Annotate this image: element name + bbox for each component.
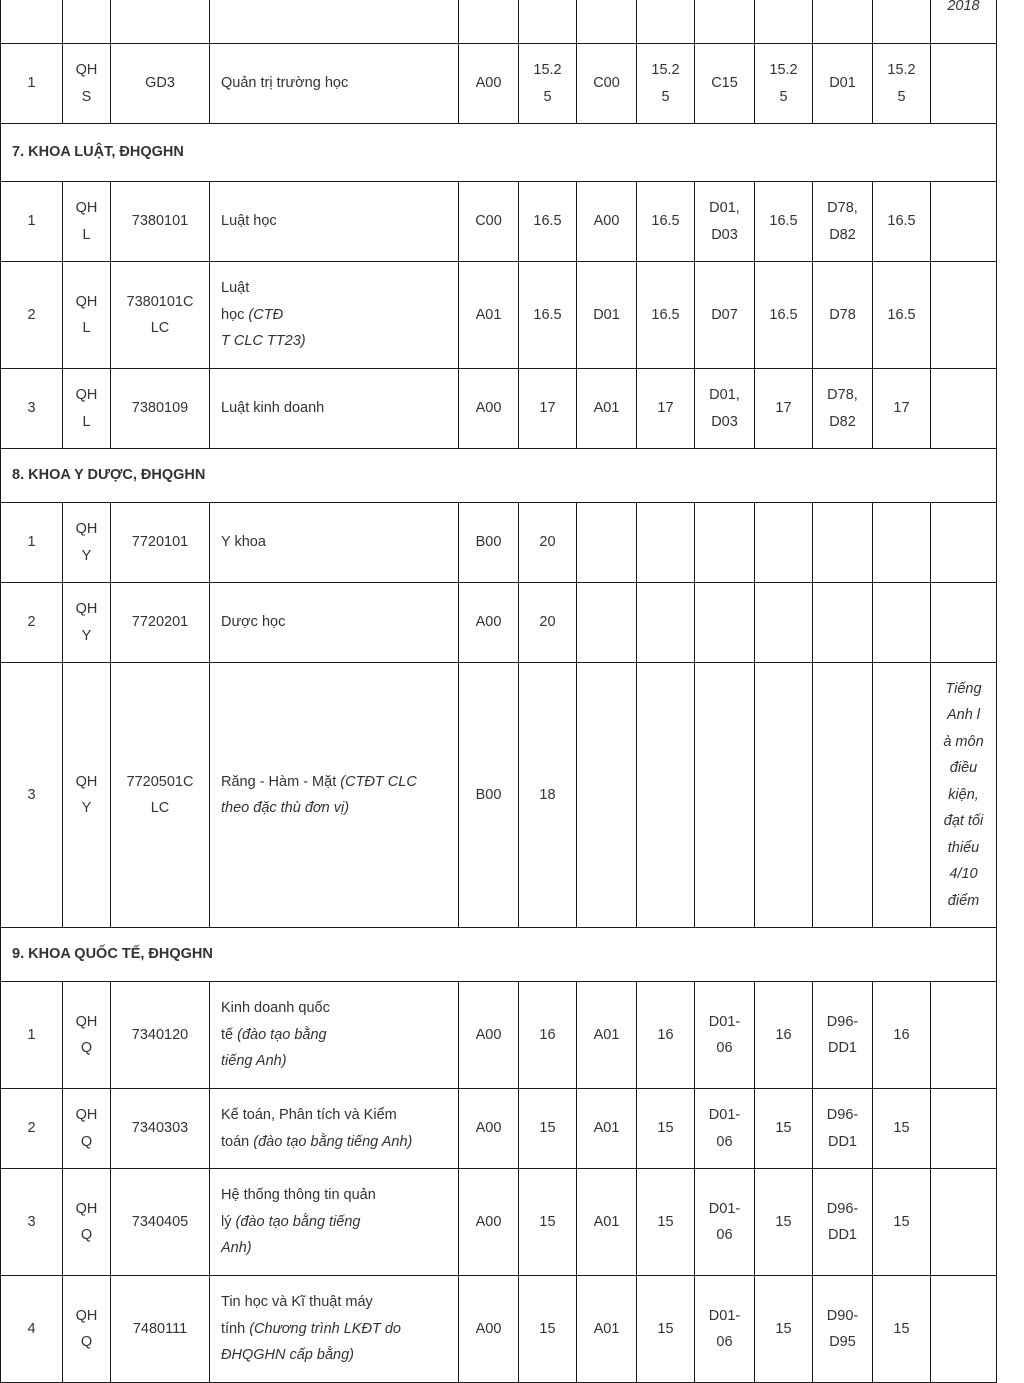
cell-score-3: 16	[755, 982, 813, 1089]
cell-stt: 4	[1, 1276, 63, 1383]
cell-combo-3: C15	[695, 44, 755, 124]
cell-school: QH Y	[63, 663, 111, 928]
cell-score-1: 16.5	[519, 262, 577, 369]
cell-combo-2: D01	[577, 262, 637, 369]
cell-score-2: 15	[637, 1276, 695, 1383]
cell-combo-2: A01	[577, 1169, 637, 1276]
cell-name	[210, 369, 459, 449]
cell-code: 7340303	[111, 1089, 210, 1169]
cell-score-2: 17	[637, 369, 695, 449]
cell-score-4	[873, 583, 931, 663]
cell-score-4: 15	[873, 1169, 931, 1276]
cell-score-3: 16.5	[755, 182, 813, 262]
cell-score-3: 17	[755, 369, 813, 449]
cell-stt: 3	[1, 369, 63, 449]
cell-note	[931, 369, 997, 449]
cell-empty	[111, 0, 210, 44]
cell-score-2: 16.5	[637, 182, 695, 262]
cell-score-3	[755, 503, 813, 583]
cell-empty	[695, 0, 755, 44]
cell-note: Tiếng Anh l à môn điều kiện, đạt tối thiểu 4/10 điểm	[931, 663, 997, 928]
cell-school: QH Q	[63, 1089, 111, 1169]
cell-school: QH S	[63, 44, 111, 124]
program-note: (đào tạo bằng tiếng Anh)	[221, 1213, 361, 1257]
cell-empty	[873, 0, 931, 44]
cell-combo-1: C00	[459, 182, 519, 262]
cell-code: 7720101	[111, 503, 210, 583]
cell-score-2: 15	[637, 1089, 695, 1169]
table-row	[1, 44, 997, 124]
cell-combo-2: C00	[577, 44, 637, 124]
cell-combo-2	[577, 583, 637, 663]
cell-score-4: 17	[873, 369, 931, 449]
cell-combo-1: B00	[459, 503, 519, 583]
cell-score-1: 15.2 5	[519, 44, 577, 124]
cell-combo-1: A00	[459, 982, 519, 1089]
section-header-row	[1, 449, 997, 503]
cell-name	[210, 262, 459, 369]
cell-combo-1: A00	[459, 1169, 519, 1276]
cell-combo-4: D90- D95	[813, 1276, 873, 1383]
cell-score-1: 17	[519, 369, 577, 449]
table-row	[1, 182, 997, 262]
cell-score-2: 16.5	[637, 262, 695, 369]
cell-combo-2: A00	[577, 182, 637, 262]
cell-name	[210, 663, 459, 928]
cell-score-1: 16	[519, 982, 577, 1089]
cell-combo-3: D01- 06	[695, 1276, 755, 1383]
cell-note	[931, 583, 997, 663]
program-name: Tin học và Kĩ thuật máy tính	[221, 1294, 373, 1337]
cell-code: 7380101	[111, 182, 210, 262]
program-note: (Chương trình LKĐT do ĐHQGHN cấp bằng)	[221, 1320, 401, 1364]
cell-empty	[519, 0, 577, 44]
cell-name	[210, 982, 459, 1089]
cell-score-1: 15	[519, 1169, 577, 1276]
cell-score-1: 15	[519, 1276, 577, 1383]
cell-combo-3: D07	[695, 262, 755, 369]
cell-stt: 3	[1, 1169, 63, 1276]
table-body	[1, 0, 997, 1383]
cell-combo-4	[813, 583, 873, 663]
cell-stt: 2	[1, 583, 63, 663]
cell-stt: 2	[1, 1089, 63, 1169]
table-row	[1, 1169, 997, 1276]
cell-school: QH Q	[63, 1169, 111, 1276]
program-name: Hệ thống thông tin quản lý	[221, 1187, 376, 1230]
program-note: (CTĐT CLC theo đặc thù đơn vị)	[221, 773, 417, 816]
table-row	[1, 1276, 997, 1383]
cell-school: QH Q	[63, 982, 111, 1089]
cell-name	[210, 44, 459, 124]
cell-empty	[637, 0, 695, 44]
program-note: (CTĐ T CLC TT23)	[221, 306, 306, 350]
note-year: 2018	[947, 0, 980, 14]
cell-school: QH L	[63, 262, 111, 369]
table-row	[1, 503, 997, 583]
cell-combo-1: A00	[459, 1276, 519, 1383]
cell-combo-2: A01	[577, 369, 637, 449]
program-name: Răng - Hàm - Mặt	[221, 773, 337, 790]
cell-score-1: 15	[519, 1089, 577, 1169]
cell-score-4: 15.2 5	[873, 44, 931, 124]
cell-score-2: 16	[637, 982, 695, 1089]
section-title: 8. KHOA Y DƯỢC, ĐHQGHN	[1, 449, 997, 503]
program-name: Luật học	[221, 280, 250, 323]
cell-stt: 3	[1, 663, 63, 928]
cell-score-3: 15	[755, 1089, 813, 1169]
cell-score-2	[637, 583, 695, 663]
cell-combo-3	[695, 663, 755, 928]
cell-note	[931, 262, 997, 369]
cell-score-4	[873, 663, 931, 928]
cell-code: GD3	[111, 44, 210, 124]
cell-note	[931, 503, 997, 583]
cell-combo-3	[695, 583, 755, 663]
cell-combo-3	[695, 503, 755, 583]
cell-combo-1: A00	[459, 1089, 519, 1169]
cell-combo-4: D96- DD1	[813, 1089, 873, 1169]
cell-stt: 1	[1, 44, 63, 124]
cell-combo-4: D78, D82	[813, 369, 873, 449]
cell-stt: 1	[1, 503, 63, 583]
program-name: Luật học	[221, 213, 277, 230]
cell-score-3: 15.2 5	[755, 44, 813, 124]
cell-name	[210, 1276, 459, 1383]
cell-score-1: 20	[519, 503, 577, 583]
cell-note	[931, 1089, 997, 1169]
cell-combo-1: A00	[459, 44, 519, 124]
cell-combo-4	[813, 663, 873, 928]
section-title: 7. KHOA LUẬT, ĐHQGHN	[1, 124, 997, 182]
cell-score-3	[755, 663, 813, 928]
cell-combo-4: D78	[813, 262, 873, 369]
cell-code: 7720201	[111, 583, 210, 663]
cell-combo-1: A00	[459, 583, 519, 663]
cell-code: 7380109	[111, 369, 210, 449]
cell-score-1: 20	[519, 583, 577, 663]
cell-stt: 1	[1, 982, 63, 1089]
cell-score-2: 15.2 5	[637, 44, 695, 124]
cell-school: QH L	[63, 369, 111, 449]
cell-score-4: 15	[873, 1276, 931, 1383]
cell-combo-2: A01	[577, 1089, 637, 1169]
cell-score-1: 18	[519, 663, 577, 928]
cell-note	[931, 982, 997, 1089]
cell-name	[210, 182, 459, 262]
cell-code: 7340405	[111, 1169, 210, 1276]
cell-school: QH Y	[63, 583, 111, 663]
cell-score-3: 16.5	[755, 262, 813, 369]
cell-score-2: 15	[637, 1169, 695, 1276]
table-row	[1, 369, 997, 449]
cell-combo-4	[813, 503, 873, 583]
program-name: Y khoa	[221, 534, 266, 551]
cell-note	[931, 1276, 997, 1383]
cell-empty	[755, 0, 813, 44]
cell-note	[931, 44, 997, 124]
program-name: Kinh doanh quốc tế	[221, 1000, 330, 1043]
cell-combo-2	[577, 503, 637, 583]
cell-combo-4: D78, D82	[813, 182, 873, 262]
cell-combo-3: D01, D03	[695, 369, 755, 449]
cell-score-3	[755, 583, 813, 663]
cell-score-3: 15	[755, 1276, 813, 1383]
cell-code: 7340120	[111, 982, 210, 1089]
program-name: Luật kinh doanh	[221, 400, 325, 417]
cell-combo-2: A01	[577, 982, 637, 1089]
cell-combo-4: D96- DD1	[813, 1169, 873, 1276]
cell-school: QH L	[63, 182, 111, 262]
cell-combo-1: B00	[459, 663, 519, 928]
cell-score-1: 16.5	[519, 182, 577, 262]
cell-combo-2	[577, 663, 637, 928]
table-row	[1, 982, 997, 1089]
cell-note	[931, 182, 997, 262]
cell-empty	[459, 0, 519, 44]
cell-combo-4: D96- DD1	[813, 982, 873, 1089]
cell-combo-3: D01, D03	[695, 182, 755, 262]
section-header-row	[1, 928, 997, 982]
cell-combo-1: A01	[459, 262, 519, 369]
program-name: Quản trị trường học	[221, 75, 349, 92]
cell-combo-3: D01- 06	[695, 1169, 755, 1276]
cell-score-4: 16	[873, 982, 931, 1089]
cell-code: 7480111	[111, 1276, 210, 1383]
program-name: Kế toán, Phân tích và Kiểm toán	[221, 1107, 397, 1150]
table-row-cut-top	[1, 0, 997, 44]
cell-score-4: 16.5	[873, 262, 931, 369]
cell-stt: 1	[1, 182, 63, 262]
program-note: (đào tạo bằng tiếng Anh)	[253, 1133, 413, 1150]
cell-school: QH Y	[63, 503, 111, 583]
cell-score-4	[873, 503, 931, 583]
cell-combo-1: A00	[459, 369, 519, 449]
cell-combo-3: D01- 06	[695, 982, 755, 1089]
cell-school: QH Q	[63, 1276, 111, 1383]
cell-empty	[813, 0, 873, 44]
program-note: (đào tạo bằng tiếng Anh)	[221, 1026, 327, 1070]
section-header-row	[1, 124, 997, 182]
cell-combo-4: D01	[813, 44, 873, 124]
cell-combo-2: A01	[577, 1276, 637, 1383]
program-name: Dược học	[221, 614, 286, 631]
cell-empty	[63, 0, 111, 44]
table-row	[1, 1089, 997, 1169]
cell-score-4: 15	[873, 1089, 931, 1169]
cell-empty	[1, 0, 63, 44]
cell-score-2	[637, 663, 695, 928]
cell-note	[931, 0, 997, 44]
cell-score-3: 15	[755, 1169, 813, 1276]
cell-name	[210, 583, 459, 663]
cell-stt: 2	[1, 262, 63, 369]
cell-empty	[210, 0, 459, 44]
cell-code: 7380101C LC	[111, 262, 210, 369]
cell-combo-3: D01- 06	[695, 1089, 755, 1169]
cell-score-4: 16.5	[873, 182, 931, 262]
table-row	[1, 663, 997, 928]
table-row	[1, 262, 997, 369]
cell-note	[931, 1169, 997, 1276]
table-row	[1, 583, 997, 663]
section-title: 9. KHOA QUỐC TẾ, ĐHQGHN	[1, 928, 997, 982]
cell-name	[210, 1089, 459, 1169]
cell-name	[210, 503, 459, 583]
cell-empty	[577, 0, 637, 44]
cell-score-2	[637, 503, 695, 583]
cell-code: 7720501C LC	[111, 663, 210, 928]
cell-name	[210, 1169, 459, 1276]
